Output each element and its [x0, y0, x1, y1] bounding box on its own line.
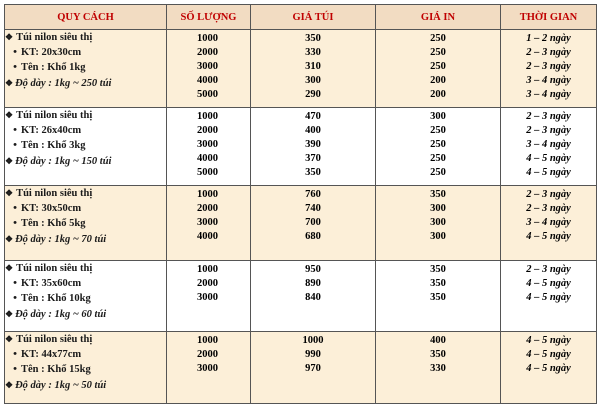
time-value: 2 – 3 ngày: [526, 125, 571, 136]
time-cell: [501, 261, 597, 332]
dot-bullet-icon: •: [13, 139, 17, 152]
bag-price-value: 350: [305, 167, 321, 178]
spec-thickness-line: [5, 154, 166, 169]
product-group-row: [5, 261, 597, 332]
quantity-cell: [167, 332, 251, 404]
print-price-value: 200: [430, 89, 446, 100]
quantity-value: 1000: [197, 264, 218, 275]
dot-bullet-icon: •: [13, 61, 17, 74]
quantity-value: 4000: [197, 75, 218, 86]
spec-title: Túi nilon siêu thị: [16, 188, 93, 199]
product-group-row: [5, 108, 597, 186]
dot-bullet-icon: •: [13, 363, 17, 376]
quantity-cell: [167, 261, 251, 332]
print-price-cell: [376, 261, 501, 332]
spec-thickness-line: [5, 378, 166, 393]
spec-title-line: [5, 30, 166, 45]
product-group-row: [5, 332, 597, 404]
spec-title: Túi nilon siêu thị: [16, 32, 93, 43]
header-quantity: SỐ LƯỢNG: [167, 5, 251, 30]
quantity-cell: [167, 186, 251, 261]
print-price-value: 330: [430, 363, 446, 374]
spec-title: Túi nilon siêu thị: [16, 110, 93, 121]
quantity-value: 2000: [197, 349, 218, 360]
spec-thickness-line: [5, 232, 166, 247]
spec-name: Tên : Khổ 1kg: [21, 62, 86, 74]
dot-bullet-icon: •: [13, 292, 17, 305]
diamond-bullet-icon: ❖: [5, 188, 14, 198]
quantity-value: 5000: [197, 89, 218, 100]
print-price-value: 400: [430, 335, 446, 346]
spec-cell: [5, 261, 167, 332]
header-print-price: GIÁ IN: [376, 5, 501, 30]
quantity-value: 3000: [197, 139, 218, 150]
bag-price-value: 400: [305, 125, 321, 136]
time-value: 3 – 4 ngày: [526, 217, 571, 228]
header-spec: QUY CÁCH: [5, 5, 167, 30]
quantity-value: 1000: [197, 33, 218, 44]
spec-title: Túi nilon siêu thị: [16, 263, 93, 274]
bag-price-value: 1000: [302, 335, 324, 346]
time-value: 4 – 5 ngày: [526, 292, 571, 303]
time-value: 2 – 3 ngày: [526, 111, 571, 122]
quantity-value: 1000: [197, 335, 218, 346]
time-value: 4 – 5 ngày: [526, 231, 571, 242]
diamond-bullet-icon: ❖: [5, 308, 14, 319]
time-cell: [501, 332, 597, 404]
time-value: 4 – 5 ngày: [526, 349, 571, 360]
spec-thickness-line: [5, 76, 166, 91]
spec-thickness: Độ dày : 1kg ~ 70 túi: [15, 233, 107, 245]
spec-title-line: [5, 261, 166, 276]
print-price-value: 300: [430, 231, 446, 242]
time-value: 4 – 5 ngày: [526, 278, 571, 289]
time-value: 4 – 5 ngày: [526, 153, 571, 164]
bag-price-cell: [251, 108, 376, 186]
time-value: 2 – 3 ngày: [526, 203, 571, 214]
spec-title-line: [5, 186, 166, 201]
spec-size-line: [5, 123, 166, 138]
bag-price-value: 470: [305, 111, 321, 122]
spec-thickness: Độ dày : 1kg ~ 60 túi: [15, 308, 107, 320]
print-price-value: 350: [430, 189, 446, 200]
bag-price-value: 760: [305, 189, 321, 200]
print-price-value: 250: [430, 167, 446, 178]
time-value: 1 – 2 ngày: [526, 33, 571, 44]
spec-size: KT: 30x50cm: [21, 203, 82, 215]
bag-price-cell: [251, 332, 376, 404]
dot-bullet-icon: •: [13, 124, 17, 137]
spec-size-line: [5, 276, 166, 291]
quantity-value: 3000: [197, 363, 218, 374]
bag-price-value: 310: [305, 61, 321, 72]
print-price-value: 250: [430, 125, 446, 136]
time-cell: [501, 186, 597, 261]
spec-name: Tên : Khổ 3kg: [21, 140, 86, 152]
spec-name-line: [5, 362, 166, 377]
print-price-cell: [376, 332, 501, 404]
bag-price-value: 970: [305, 363, 321, 374]
quantity-value: 2000: [197, 47, 218, 58]
spec-thickness-line: [5, 307, 166, 322]
time-value: 3 – 4 ngày: [526, 89, 571, 100]
spec-size-line: [5, 45, 166, 60]
quantity-value: 3000: [197, 292, 218, 303]
spec-title-line: [5, 108, 166, 123]
print-price-value: 250: [430, 153, 446, 164]
spec-size: KT: 20x30cm: [21, 47, 82, 59]
bag-price-value: 350: [305, 33, 321, 44]
print-price-value: 250: [430, 61, 446, 72]
dot-bullet-icon: •: [13, 348, 17, 361]
print-price-value: 250: [430, 33, 446, 44]
header-time: THỜI GIAN: [501, 5, 597, 30]
bag-price-value: 740: [305, 203, 321, 214]
bag-price-value: 700: [305, 217, 321, 228]
print-price-cell: [376, 108, 501, 186]
quantity-value: 3000: [197, 61, 218, 72]
dot-bullet-icon: •: [13, 46, 17, 59]
diamond-bullet-icon: ❖: [5, 110, 14, 120]
quantity-value: 2000: [197, 203, 218, 214]
print-price-cell: [376, 30, 501, 108]
print-price-value: 250: [430, 139, 446, 150]
spec-title: Túi nilon siêu thị: [16, 334, 93, 345]
quantity-value: 2000: [197, 278, 218, 289]
quantity-value: 3000: [197, 217, 218, 228]
quantity-value: 4000: [197, 153, 218, 164]
spec-size: KT: 44x77cm: [21, 349, 82, 361]
bag-price-value: 330: [305, 47, 321, 58]
spec-name: Tên : Khổ 15kg: [21, 364, 91, 376]
bag-price-value: 300: [305, 75, 321, 86]
table-body: [5, 30, 597, 404]
spec-name-line: [5, 138, 166, 153]
spec-name-line: [5, 60, 166, 75]
header-row: [5, 5, 597, 30]
print-price-value: 300: [430, 217, 446, 228]
bag-price-value: 840: [305, 292, 321, 303]
quantity-cell: [167, 108, 251, 186]
time-value: 4 – 5 ngày: [526, 363, 571, 374]
spec-size-line: [5, 201, 166, 216]
bag-price-value: 680: [305, 231, 321, 242]
time-value: 3 – 4 ngày: [526, 139, 571, 150]
spec-size: KT: 35x60cm: [21, 278, 82, 290]
diamond-bullet-icon: ❖: [5, 263, 14, 273]
time-value: 4 – 5 ngày: [526, 167, 571, 178]
bag-price-value: 890: [305, 278, 321, 289]
spec-thickness: Độ dày : 1kg ~ 150 túi: [15, 155, 112, 167]
dot-bullet-icon: •: [13, 277, 17, 290]
print-price-value: 350: [430, 349, 446, 360]
quantity-cell: [167, 30, 251, 108]
spec-title-line: [5, 332, 166, 347]
diamond-bullet-icon: ❖: [5, 379, 14, 390]
spec-name-line: [5, 216, 166, 231]
diamond-bullet-icon: ❖: [5, 155, 14, 166]
quantity-value: 2000: [197, 125, 218, 136]
spec-name: Tên : Khổ 10kg: [21, 293, 91, 305]
bag-price-value: 390: [305, 139, 321, 150]
spec-cell: [5, 108, 167, 186]
print-price-cell: [376, 186, 501, 261]
bag-price-cell: [251, 261, 376, 332]
print-price-value: 300: [430, 203, 446, 214]
diamond-bullet-icon: ❖: [5, 233, 14, 244]
dot-bullet-icon: •: [13, 217, 17, 230]
time-value: 2 – 3 ngày: [526, 47, 571, 58]
time-value: 2 – 3 ngày: [526, 61, 571, 72]
quantity-value: 1000: [197, 189, 218, 200]
bag-price-value: 950: [305, 264, 321, 275]
bag-price-cell: [251, 186, 376, 261]
print-price-value: 250: [430, 47, 446, 58]
spec-cell: [5, 332, 167, 404]
product-group-row: [5, 30, 597, 108]
print-price-value: 350: [430, 278, 446, 289]
spec-cell: [5, 186, 167, 261]
spec-size-line: [5, 347, 166, 362]
bag-price-value: 370: [305, 153, 321, 164]
print-price-value: 350: [430, 264, 446, 275]
print-price-value: 200: [430, 75, 446, 86]
time-value: 2 – 3 ngày: [526, 189, 571, 200]
diamond-bullet-icon: ❖: [5, 334, 14, 344]
dot-bullet-icon: •: [13, 202, 17, 215]
spec-thickness: Độ dày : 1kg ~ 250 túi: [15, 77, 112, 89]
diamond-bullet-icon: ❖: [5, 77, 14, 88]
print-price-value: 300: [430, 111, 446, 122]
time-value: 2 – 3 ngày: [526, 264, 571, 275]
bag-price-value: 990: [305, 349, 321, 360]
quantity-value: 5000: [197, 167, 218, 178]
quantity-value: 1000: [197, 111, 218, 122]
spec-name: Tên : Khổ 5kg: [21, 218, 86, 230]
spec-cell: [5, 30, 167, 108]
price-table: [4, 4, 597, 404]
product-group-row: [5, 186, 597, 261]
time-value: 4 – 5 ngày: [526, 335, 571, 346]
print-price-value: 350: [430, 292, 446, 303]
time-cell: [501, 108, 597, 186]
time-value: 3 – 4 ngày: [526, 75, 571, 86]
bag-price-value: 290: [305, 89, 321, 100]
spec-name-line: [5, 291, 166, 306]
time-cell: [501, 30, 597, 108]
spec-size: KT: 26x40cm: [21, 125, 82, 137]
bag-price-cell: [251, 30, 376, 108]
header-bag-price: GIÁ TÚI: [251, 5, 376, 30]
quantity-value: 4000: [197, 231, 218, 242]
diamond-bullet-icon: ❖: [5, 32, 14, 42]
spec-thickness: Độ dày : 1kg ~ 50 túi: [15, 379, 107, 391]
